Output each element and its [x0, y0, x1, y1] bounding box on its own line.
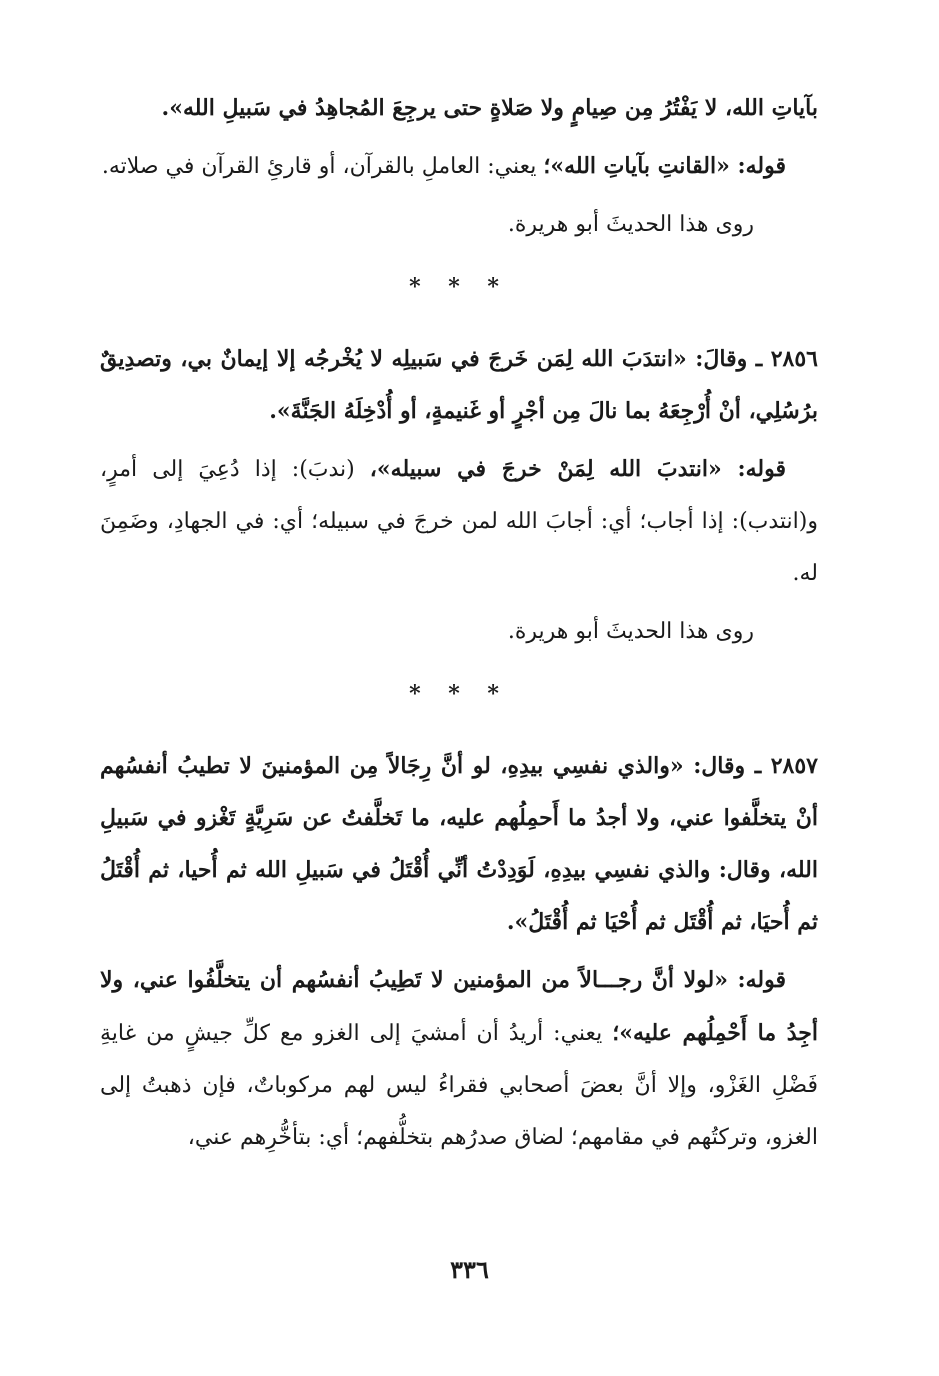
hadith-2857: ٢٨٥٧ ـ وقال: «والذي نفسِي بيدِهِ، لو أنَّ رِجَالاً مِن المؤمنينَ لا تطيبُ أنفسُهم أنْ يتخلَّفوا عني، ولا أجدُ ما أَحمِلُهم عليه، ما تَخلَّفتُ عن سَرِيَّةٍ تَغْزو في سَبيلِ الله، وقال: والذي نفسِي بيدِهِ، لَوَدِدْتُ أنِّي أُقْتَلُ في سَبيلِ الله ثم أُحيا، ثم أُقْتَلُ ثم أُحيَا، ثم أُقْتَل ثم أُحْيَا ثم أُقْتَلُ».: [100, 753, 818, 935]
commentary-qanit: [100, 140, 818, 193]
commentary-quote: قوله: «القانتِ بآياتِ الله»؛: [543, 153, 786, 179]
commentary-2857: [100, 954, 818, 1164]
hadith-2856: ٢٨٥٦ ـ وقالَ: «انتدَبَ الله لِمَن خَرجَ في سَبيلِه لا يُخْرجُه إلا إيمانٌ بي، وتصدِيقٌ برُسُلِي، أنْ أُرْجِعَهُ بما نالَ مِن أجْرٍ أو غَنيمةٍ، أو أُدْخِلَهُ الجَنَّةَ».: [100, 346, 818, 424]
commentary-quote: قوله: «انتدبَ الله لِمَنْ خرجَ في سبيله»،: [369, 456, 786, 482]
page-body: [100, 82, 818, 1170]
section-divider: * * *: [409, 681, 509, 707]
commentary-text: (ندبَ): إذا دُعِيَ إلى أمرٍ، و(انتدب): إذا أجاب؛ أي: أجابَ الله لمن خرجَ في سبيله؛ أي: في الجهادِ، وضَمِنَ له.: [100, 457, 818, 586]
narrator-line: روى هذا الحديثَ أبو هريرة.: [507, 212, 754, 237]
page-number: ٣٣٦: [450, 1255, 489, 1284]
narrator-line: روى هذا الحديثَ أبو هريرة.: [507, 619, 754, 644]
section-divider: * * *: [409, 274, 509, 300]
commentary-2856: [100, 443, 818, 600]
commentary-quote: قوله: «لولا أنَّ رجـــالاً من المؤمنين لا تَطِيبُ أنفسُهم أن يتخلَّفُوا عني، ولا أجِدُ ما أَحْمِلُهم عليه»؛: [100, 967, 819, 1046]
commentary-text: يعني: العاملِ بالقرآن، أو قارئِ القرآن في صلاته.: [101, 154, 544, 179]
hadith-continuation: بآياتِ الله، لا يَفْتُرُ مِن صِيامٍ ولا صَلاةٍ حتى يرجِعَ المُجاهِدُ في سَبيلِ الله».: [161, 95, 818, 121]
commentary-text: يعني: أريدُ أن أمشيَ إلى الغزو مع كلِّ جيشٍ من غايةِ فَضْلِ الغَزْو، وإلا أنَّ بعضَ أصحابي فقراءُ ليس لهم مركوباتٌ، فإن ذهبتُ إلى الغزو، وتركتُهم في مقامهم؛ لضاق صدرُهم بتخلُّفهم؛ أي: بتأخُّرِهم عني،: [100, 1021, 818, 1150]
